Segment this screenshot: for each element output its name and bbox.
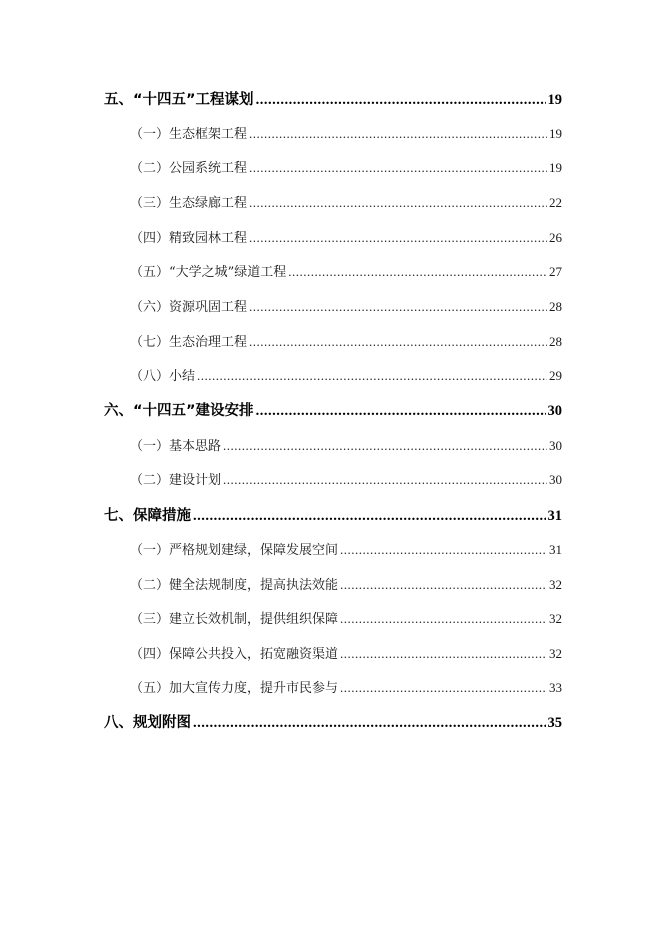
toc-section-title: 七、保障措施 xyxy=(104,508,191,524)
toc-item[interactable] xyxy=(130,261,562,280)
toc-item[interactable] xyxy=(130,296,562,315)
toc-page-number: 33 xyxy=(549,680,562,695)
toc-page-number: 30 xyxy=(549,438,562,453)
toc-item-title: （二）健全法规制度，提高执法效能 xyxy=(130,578,339,593)
toc-item-title: （七）生态治理工程 xyxy=(130,335,248,350)
toc-item-title: （五）加大宣传力度，提升市民参与 xyxy=(130,681,339,696)
toc-dot-leader xyxy=(340,611,547,627)
toc-dot-leader xyxy=(223,438,547,454)
toc-item-title: （二）公园系统工程 xyxy=(130,161,248,176)
toc-item-title: （六）资源巩固工程 xyxy=(130,300,248,315)
toc-page-number: 28 xyxy=(549,299,562,314)
toc-item[interactable] xyxy=(130,365,562,384)
toc-page-number: 19 xyxy=(547,92,562,108)
toc-dot-leader xyxy=(340,577,547,593)
toc-item[interactable] xyxy=(130,435,562,454)
toc-dot-leader xyxy=(256,403,546,420)
toc-item[interactable] xyxy=(130,677,562,696)
toc-page-number: 19 xyxy=(549,126,562,141)
toc-item[interactable] xyxy=(130,539,562,558)
toc-page-number: 26 xyxy=(549,230,562,245)
toc-page-number: 32 xyxy=(549,611,562,626)
toc-dot-leader xyxy=(193,508,546,525)
toc-item[interactable] xyxy=(130,157,562,176)
toc-section-7[interactable] xyxy=(104,504,562,525)
toc-item-title: （四）保障公共投入，拓宽融资渠道 xyxy=(130,647,339,662)
toc-section-5[interactable] xyxy=(104,88,562,109)
toc-dot-leader xyxy=(249,334,547,350)
toc-item-title: （二）建设计划 xyxy=(130,473,222,488)
toc-page-number: 32 xyxy=(549,577,562,592)
toc-dot-leader xyxy=(340,646,547,662)
toc-dot-leader xyxy=(193,715,546,732)
toc-page-number: 30 xyxy=(549,472,562,487)
toc-section-title: 五、“十四五”工程谋划 xyxy=(104,92,254,108)
toc-item-title: （一）严格规划建绿，保障发展空间 xyxy=(130,543,339,558)
toc-item[interactable] xyxy=(130,469,562,488)
toc-page-number: 31 xyxy=(549,542,562,557)
toc-section-6[interactable] xyxy=(104,399,562,420)
toc-item-title: （八）小结 xyxy=(130,369,196,384)
toc-dot-leader xyxy=(223,472,547,488)
toc-dot-leader xyxy=(288,264,547,280)
toc-item[interactable] xyxy=(130,123,562,142)
toc-item[interactable] xyxy=(130,643,562,662)
toc-page-number: 30 xyxy=(547,403,562,419)
toc-item-title: （三）建立长效机制，提供组织保障 xyxy=(130,612,339,627)
toc-dot-leader xyxy=(340,542,547,558)
toc-item-title: （五）“大学之城”绿道工程 xyxy=(130,265,287,280)
toc-page-number: 19 xyxy=(549,160,562,175)
toc-dot-leader xyxy=(249,160,547,176)
toc-page-number: 32 xyxy=(549,646,562,661)
toc-item[interactable] xyxy=(130,608,562,627)
toc-dot-leader xyxy=(249,195,547,211)
toc-page-number: 29 xyxy=(549,368,562,383)
toc-dot-leader xyxy=(249,299,547,315)
toc-page-number: 22 xyxy=(549,195,562,210)
toc-page-number: 28 xyxy=(549,334,562,349)
toc-page-number: 31 xyxy=(547,508,562,524)
toc-dot-leader xyxy=(249,230,547,246)
toc-page-number: 35 xyxy=(547,715,562,731)
toc-dot-leader xyxy=(256,92,546,109)
toc-item[interactable] xyxy=(130,574,562,593)
toc-section-8[interactable] xyxy=(104,711,562,732)
toc-item[interactable] xyxy=(130,331,562,350)
toc-page-number: 27 xyxy=(549,264,562,279)
toc-section-title: 六、“十四五”建设安排 xyxy=(104,403,254,419)
toc-dot-leader xyxy=(197,368,547,384)
toc-item-title: （四）精致园林工程 xyxy=(130,231,248,246)
toc-dot-leader xyxy=(340,680,547,696)
toc-item-title: （一）基本思路 xyxy=(130,439,222,454)
toc-dot-leader xyxy=(249,126,547,142)
toc-item[interactable] xyxy=(130,192,562,211)
toc-item[interactable] xyxy=(130,227,562,246)
toc-item-title: （一）生态框架工程 xyxy=(130,127,248,142)
toc-section-title: 八、规划附图 xyxy=(104,715,191,731)
toc-item-title: （三）生态绿廊工程 xyxy=(130,196,248,211)
